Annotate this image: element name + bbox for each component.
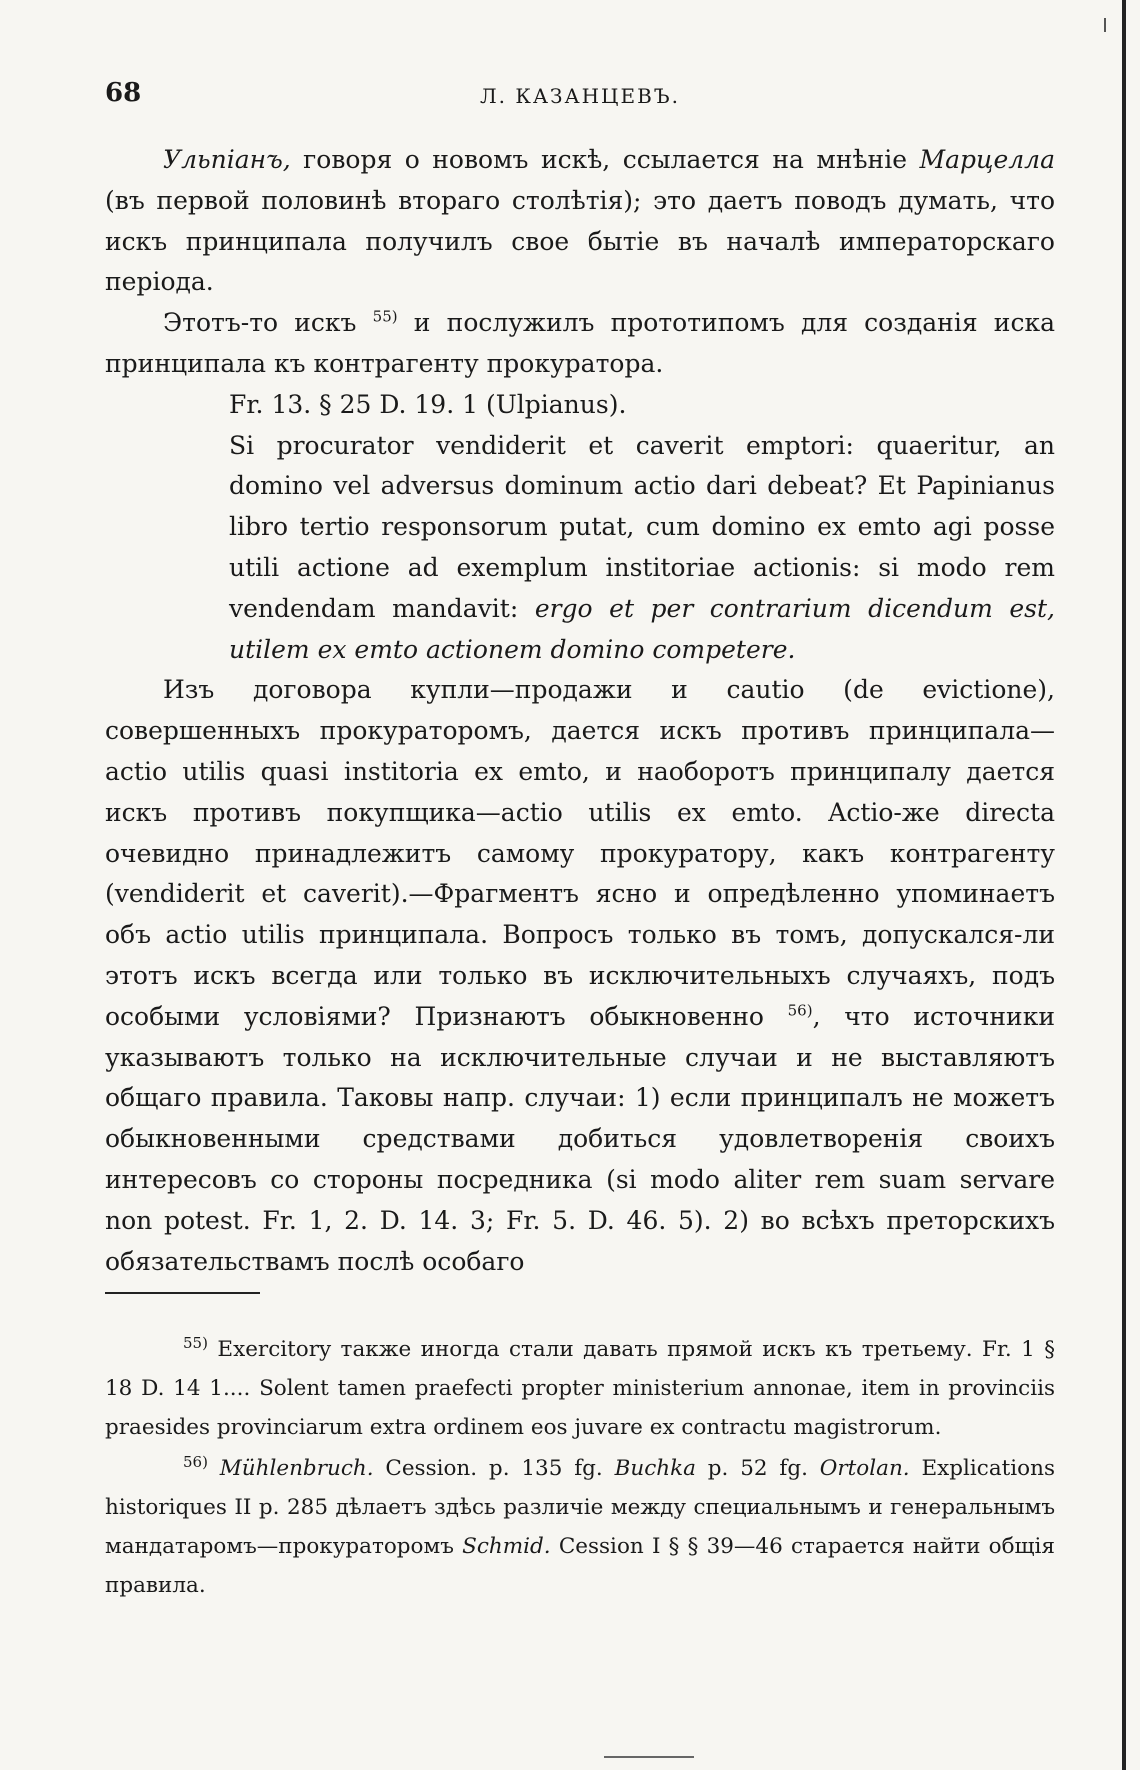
footnote-56-text-c: Explications historiques II p. 285 дѣлаетъ здѣсь различіе между специальнымъ и генеральнымъ мандатаромъ—прокураторомъ: [105, 1456, 1055, 1559]
footnote-56-text-a: Cession. p. 135 fg.: [373, 1456, 615, 1481]
footnote-55-number: 55): [183, 1333, 208, 1352]
running-title: Л. КАЗАНЦЕВЪ.: [479, 84, 681, 108]
author-marcellus: Марцелла: [919, 145, 1055, 174]
source-citation: Fr. 13. § 25 D. 19. 1 (Ulpianus).: [229, 389, 627, 419]
paragraph-3-text-b: , что источники указываютъ только на исключительные случаи и не выставляютъ общаго правила. Таковы напр. случаи: 1) если принципалъ не можетъ обыкновенными средствами добиться удовлетворенія своихъ интересовъ со стороны посредника (si modo aliter rem suam servare non potest. Fr. 1, 2. D. 14. 3; Fr. 5. D. 46. 5). 2) во всѣхъ преторскихъ обязательствамъ послѣ особаго: [105, 1001, 1055, 1276]
footnote-divider: [105, 1292, 260, 1294]
footnote-56-text-b: p. 52 fg.: [695, 1456, 820, 1481]
scan-bottom-mark: [604, 1756, 694, 1758]
footnote-56-text-d: Cession I § § 39—46 старается найти общія правила.: [105, 1534, 1055, 1598]
paragraph-3-text-a: Изъ договора купли—продажи и cautio (de evictione), совершенныхъ прокураторомъ, дается искъ противъ принципала—actio utilis quasi institoria ex emto, и наоборотъ принципалу дается искъ противъ покупщика—actio utilis ex emto. Actio-же directa очевидно принадлежитъ самому прокуратору, какъ контрагенту (vendiderit et caverit).—Фрагментъ ясно и опредѣленно упоминаетъ объ actio utilis принципала. Вопросъ только въ томъ, допускался-ли этотъ искъ всегда или только въ исключительныхъ случаяхъ, подъ особыми условіями? Признаютъ обыкновенно: [105, 675, 1055, 1031]
footnote-56-number: 56): [183, 1452, 208, 1471]
scan-edge-line: [1122, 0, 1126, 1770]
scan-edge-mark: [1104, 18, 1106, 32]
paragraph-1-text-b: (въ первой половинѣ втораго столѣтія); это даетъ поводъ думать, что искъ принципала получилъ свое бытіе въ началѣ императорскаго періода.: [105, 185, 1055, 297]
author-schmid: Schmid.: [462, 1534, 551, 1559]
footnote-ref-56: 56): [787, 1001, 813, 1020]
page-header: [105, 78, 1055, 114]
footnotes: [105, 1330, 1055, 1607]
paragraph-1-text-a: говоря о новомъ искѣ, ссылается на мнѣніе: [290, 145, 920, 174]
footnote-56: [105, 1449, 1055, 1605]
paragraph-2-text-a: Этотъ-то искъ: [163, 308, 373, 338]
author-ortolan: Ortolan.: [819, 1456, 910, 1481]
page-number: 68: [105, 78, 142, 108]
footnote-55-text: Exercitory также иногда стали давать прямой искъ къ третьему. Fr. 1 § 18 D. 14 1.... Solent tamen praefecti propter ministerium annonae, item in provinciis praesides provinciarum extra ordinem eos juvare ex contractu magistrorum.: [105, 1337, 1055, 1440]
footnote-ref-55: 55): [372, 307, 398, 326]
footnote-55: [105, 1330, 1055, 1447]
paragraph-1: [105, 140, 1055, 303]
author-buchka: Buchka: [614, 1456, 696, 1481]
paragraph-3: [105, 670, 1055, 1282]
latin-quote-italic: ergo et per contrarium dicendum est, utilem ex emto actionem domino competere.: [229, 593, 1055, 664]
paragraph-2-text-b: и послужилъ прототипомъ для созданія иска принципала къ контрагенту прокуратора.: [105, 308, 1055, 378]
main-text: [105, 140, 1055, 1282]
author-muhlenbruch: Mühlenbruch.: [219, 1456, 374, 1481]
paragraph-2: [105, 303, 1055, 385]
latin-quote-text: Si procurator vendiderit et caverit emptori: quaeritur, an domino vel adversus dominum actio dari debeat? Et Papinianus libro tertio responsorum putat, cum domino ex emto agi posse utili actione ad exemplum institoriae actionis: si modo rem vendendam mandavit:: [229, 430, 1055, 623]
latin-quote: [105, 426, 1055, 671]
author-ulpian: Ульпіанъ,: [163, 145, 291, 174]
